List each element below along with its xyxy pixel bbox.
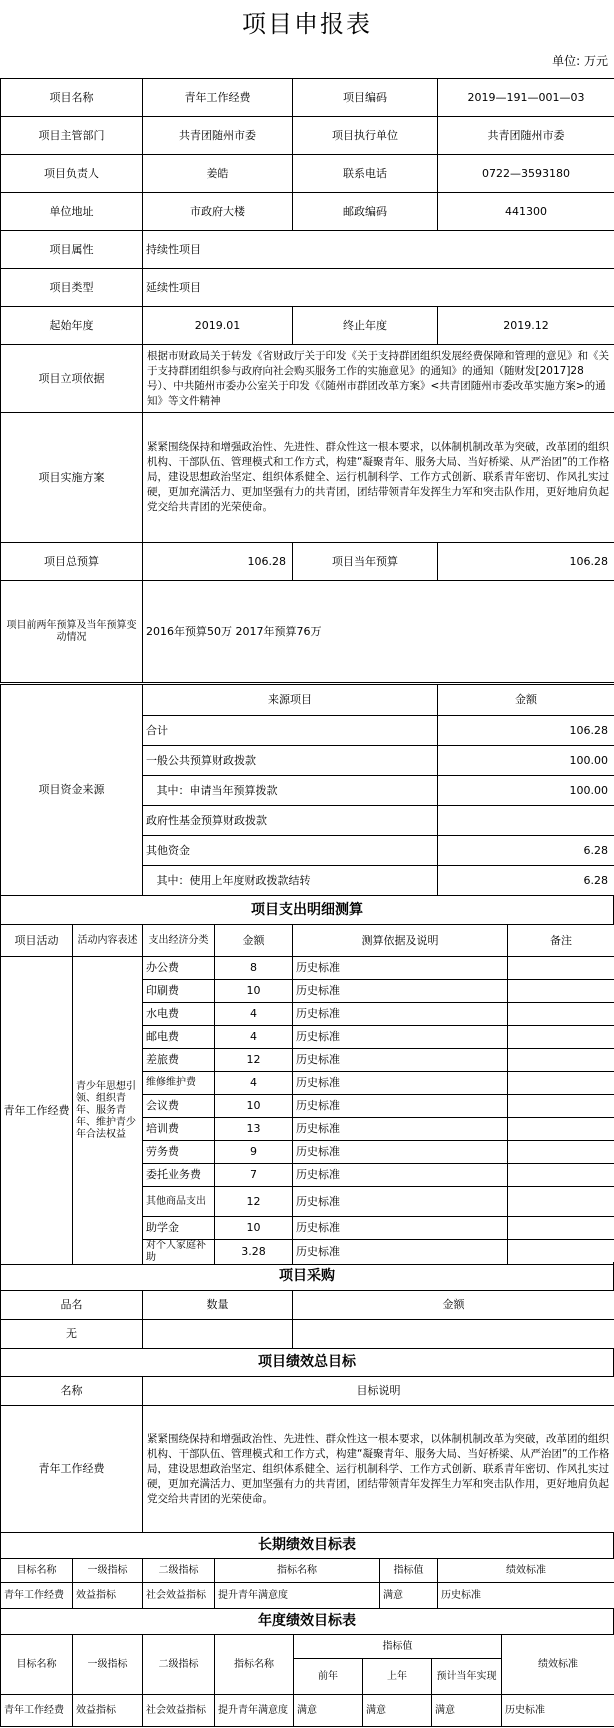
funding-table — [0, 684, 614, 896]
exec-unit-label: 项目执行单位 — [293, 117, 438, 155]
expense-note — [508, 1141, 614, 1164]
unit-label: 单位: 万元 — [552, 54, 608, 68]
phone-value: 0722—3593180 — [438, 155, 614, 193]
address-value: 市政府大楼 — [143, 193, 293, 231]
purchase-header: 金额 — [293, 1291, 614, 1320]
project-code-value: 2019—191—001—03 — [438, 79, 614, 117]
perf-total-table — [0, 1376, 614, 1533]
leader-value: 姜皓 — [143, 155, 293, 193]
long-term-header: 一级指标 — [73, 1559, 143, 1583]
expense-note — [508, 1049, 614, 1072]
attr-value: 持续性项目 — [143, 231, 614, 269]
long-term-header: 目标名称 — [1, 1559, 73, 1583]
purchase-header: 数量 — [143, 1291, 293, 1320]
expense-amount: 4 — [215, 1026, 293, 1049]
total-budget-label: 项目总预算 — [1, 543, 143, 581]
long-term-header: 二级指标 — [143, 1559, 215, 1583]
project-name-label: 项目名称 — [1, 79, 143, 117]
purchase-item: 无 — [1, 1320, 143, 1349]
expense-basis: 历史标准 — [293, 1118, 508, 1141]
funding-row-name: 其中：申请当年预算拨款 — [143, 776, 438, 806]
perf-total-desc: 紧紧围绕保持和增强政治性、先进性、群众性这一根本要求，以体制机制改革为突破，改革团的组织机构、干部队伍、管理模式和工作方式，构建“凝聚青年、服务大局、当好桥梁、从严治团”的工作格局，建设思想政治坚定、组织体系健全、运行机制科学、工作方式创新、联系青年密切、作风扎实过硬，更加充满活力、更加坚强有力的共青团，团结带领青年发挥生力军和突击队作用，更好地肩负起党交给共青团的光荣使命。 — [143, 1406, 614, 1533]
change-text: 2016年预算50万 2017年预算76万 — [143, 581, 614, 683]
expense-header: 测算依据及说明 — [293, 925, 508, 957]
expense-note — [508, 1026, 614, 1049]
expense-category: 助学金 — [143, 1217, 215, 1240]
expense-basis: 历史标准 — [293, 980, 508, 1003]
purchase-amount — [293, 1320, 614, 1349]
expense-note — [508, 1164, 614, 1187]
start-value: 2019.01 — [143, 307, 293, 345]
expense-basis: 历史标准 — [293, 1095, 508, 1118]
expense-category: 培训费 — [143, 1118, 215, 1141]
expense-header: 备注 — [508, 925, 614, 957]
perf-total-col-desc: 目标说明 — [143, 1377, 614, 1406]
expense-category: 其他商品支出 — [143, 1187, 215, 1217]
expense-basis: 历史标准 — [293, 1141, 508, 1164]
funding-row-amount: 6.28 — [438, 866, 614, 896]
perf-total-section-title: 项目绩效总目标 — [0, 1348, 614, 1376]
total-budget-value: 106.28 — [143, 543, 293, 581]
funding-col-amount: 金额 — [438, 685, 614, 716]
long-term-cell: 历史标准 — [438, 1583, 614, 1609]
long-term-cell: 青年工作经费 — [1, 1583, 73, 1609]
funding-col-source: 来源项目 — [143, 685, 438, 716]
expense-note — [508, 1187, 614, 1217]
perf-total-name: 青年工作经费 — [1, 1406, 143, 1533]
page-title: 项目申报表 — [242, 10, 372, 38]
expense-basis: 历史标准 — [293, 1003, 508, 1026]
funding-label: 项目资金来源 — [1, 685, 143, 896]
expense-basis: 历史标准 — [293, 1240, 508, 1265]
expense-amount: 7 — [215, 1164, 293, 1187]
expense-amount: 10 — [215, 980, 293, 1003]
expense-amount: 3.28 — [215, 1240, 293, 1265]
expense-amount: 10 — [215, 1217, 293, 1240]
expense-note — [508, 1072, 614, 1095]
expense-section-title: 项目支出明细测算 — [0, 896, 614, 924]
dept-label: 项目主管部门 — [1, 117, 143, 155]
expense-category: 办公费 — [143, 957, 215, 980]
funding-row-name: 一般公共预算财政拨款 — [143, 746, 438, 776]
change-label: 项目前两年预算及当年预算变动情况 — [1, 581, 143, 683]
long-term-section-title: 长期绩效目标表 — [0, 1532, 614, 1558]
expense-amount: 12 — [215, 1187, 293, 1217]
funding-row-name: 合计 — [143, 716, 438, 746]
funding-row-amount: 100.00 — [438, 746, 614, 776]
expense-amount: 10 — [215, 1095, 293, 1118]
perf-total-col-name: 名称 — [1, 1377, 143, 1406]
expense-header: 支出经济分类 — [143, 925, 215, 957]
expense-table — [0, 924, 614, 1265]
annual-cell: 提升青年满意度 — [215, 1695, 294, 1727]
annual-table — [0, 1634, 614, 1727]
annual-header: 一级指标 — [73, 1635, 143, 1695]
long-term-header: 指标名称 — [215, 1559, 380, 1583]
expense-category: 印刷费 — [143, 980, 215, 1003]
postcode-value: 441300 — [438, 193, 614, 231]
project-code-label: 项目编码 — [293, 79, 438, 117]
start-label: 起始年度 — [1, 307, 143, 345]
expense-category: 邮电费 — [143, 1026, 215, 1049]
annual-subheader: 预计当年实现 — [432, 1659, 502, 1695]
expense-activity: 青年工作经费 — [1, 957, 73, 1265]
end-label: 终止年度 — [293, 307, 438, 345]
long-term-cell: 社会效益指标 — [143, 1583, 215, 1609]
annual-subheader: 上年 — [363, 1659, 432, 1695]
long-term-cell: 提升青年满意度 — [215, 1583, 380, 1609]
funding-row-name: 其他资金 — [143, 836, 438, 866]
funding-row-amount: 100.00 — [438, 776, 614, 806]
annual-cell: 效益指标 — [73, 1695, 143, 1727]
end-value: 2019.12 — [438, 307, 614, 345]
attr-label: 项目属性 — [1, 231, 143, 269]
purchase-header: 品名 — [1, 1291, 143, 1320]
annual-cell: 满意 — [294, 1695, 363, 1727]
annual-cell: 青年工作经费 — [1, 1695, 73, 1727]
expense-basis: 历史标准 — [293, 1026, 508, 1049]
expense-basis: 历史标准 — [293, 1164, 508, 1187]
expense-amount: 4 — [215, 1003, 293, 1026]
expense-basis: 历史标准 — [293, 1217, 508, 1240]
expense-header: 金额 — [215, 925, 293, 957]
expense-header: 活动内容表述 — [73, 925, 143, 957]
purchase-table — [0, 1290, 614, 1349]
expense-category: 水电费 — [143, 1003, 215, 1026]
basis-label: 项目立项依据 — [1, 345, 143, 413]
funding-row-name: 其中：使用上年度财政拨款结转 — [143, 866, 438, 896]
expense-note — [508, 1003, 614, 1026]
phone-label: 联系电话 — [293, 155, 438, 193]
year-budget-value: 106.28 — [438, 543, 614, 581]
annual-cell: 社会效益指标 — [143, 1695, 215, 1727]
expense-amount: 8 — [215, 957, 293, 980]
expense-basis: 历史标准 — [293, 1187, 508, 1217]
expense-category: 差旅费 — [143, 1049, 215, 1072]
expense-amount: 13 — [215, 1118, 293, 1141]
project-name-value: 青年工作经费 — [143, 79, 293, 117]
annual-header: 指标名称 — [215, 1635, 294, 1695]
long-term-header: 指标值 — [380, 1559, 438, 1583]
exec-unit-value: 共青团随州市委 — [438, 117, 614, 155]
annual-section-title: 年度绩效目标表 — [0, 1608, 614, 1634]
funding-row-amount — [438, 806, 614, 836]
funding-row-amount: 6.28 — [438, 836, 614, 866]
annual-cell: 历史标准 — [502, 1695, 614, 1727]
expense-note — [508, 1217, 614, 1240]
expense-amount: 12 — [215, 1049, 293, 1072]
type-label: 项目类型 — [1, 269, 143, 307]
expense-header: 项目活动 — [1, 925, 73, 957]
address-label: 单位地址 — [1, 193, 143, 231]
plan-text: 紧紧围绕保持和增强政治性、先进性、群众性这一根本要求，以体制机制改革为突破，改革团的组织机构、干部队伍、管理模式和工作方式，构建“凝聚青年、服务大局、当好桥梁、从严治团”的工作格局，建设思想政治坚定、组织体系健全、运行机制科学、工作方式创新、联系青年密切、作风扎实过硬，更加充满活力、更加坚强有力的共青团，团结带领青年发挥生力军和突击队作用，更好地肩负起党交给共青团的光荣使命。 — [143, 413, 614, 543]
long-term-header: 绩效标准 — [438, 1559, 614, 1583]
expense-category: 维修维护费 — [143, 1072, 215, 1095]
basic-info-table — [0, 78, 614, 683]
basis-text: 根据市财政局关于转发《省财政厅关于印发《关于支持群团组织发展经费保障和管理的意见》和《关于支持群团组织参与政府向社会购买服务工作的实施意见》的通知》的通知（随财发[2017]28号）、中共随州市委办公室关于印发《《随州市群团改革方案》<共青团随州市委改革实施方案>的通知》等文件精神 — [143, 345, 614, 413]
expense-category: 委托业务费 — [143, 1164, 215, 1187]
expense-amount: 9 — [215, 1141, 293, 1164]
long-term-cell: 效益指标 — [73, 1583, 143, 1609]
annual-subheader: 前年 — [294, 1659, 363, 1695]
expense-category: 劳务费 — [143, 1141, 215, 1164]
annual-header: 二级指标 — [143, 1635, 215, 1695]
expense-note — [508, 1240, 614, 1265]
annual-cell: 满意 — [363, 1695, 432, 1727]
plan-label: 项目实施方案 — [1, 413, 143, 543]
expense-note — [508, 980, 614, 1003]
expense-content: 青少年思想引领、组织青年、服务青年、维护青少年合法权益 — [73, 957, 143, 1265]
long-term-cell: 满意 — [380, 1583, 438, 1609]
annual-header: 目标名称 — [1, 1635, 73, 1695]
expense-basis: 历史标准 — [293, 957, 508, 980]
type-value: 延续性项目 — [143, 269, 614, 307]
expense-note — [508, 957, 614, 980]
expense-note — [508, 1118, 614, 1141]
leader-label: 项目负责人 — [1, 155, 143, 193]
annual-header: 指标值 — [294, 1635, 502, 1659]
expense-category: 会议费 — [143, 1095, 215, 1118]
expense-amount: 4 — [215, 1072, 293, 1095]
dept-value: 共青团随州市委 — [143, 117, 293, 155]
annual-header: 绩效标准 — [502, 1635, 614, 1695]
expense-basis: 历史标准 — [293, 1072, 508, 1095]
year-budget-label: 项目当年预算 — [293, 543, 438, 581]
long-term-table — [0, 1558, 614, 1609]
purchase-section-title: 项目采购 — [0, 1262, 614, 1290]
funding-row-amount: 106.28 — [438, 716, 614, 746]
postcode-label: 邮政编码 — [293, 193, 438, 231]
expense-category: 对个人家庭补助 — [143, 1240, 215, 1265]
expense-note — [508, 1095, 614, 1118]
annual-cell: 满意 — [432, 1695, 502, 1727]
funding-row-name: 政府性基金预算财政拨款 — [143, 806, 438, 836]
purchase-quantity — [143, 1320, 293, 1349]
expense-basis: 历史标准 — [293, 1049, 508, 1072]
